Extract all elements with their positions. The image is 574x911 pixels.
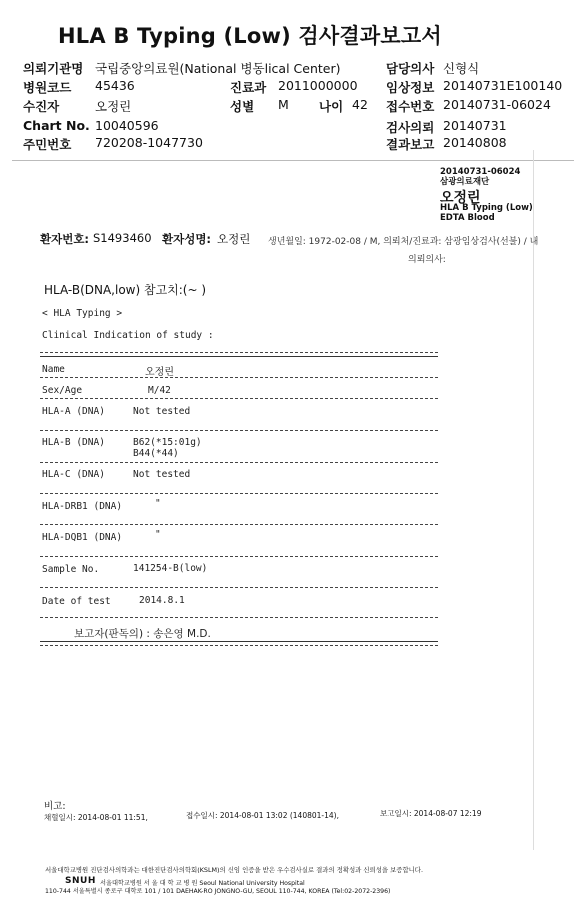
patient-no-value: S1493460 — [93, 231, 152, 245]
patient-details: 생년월일: 1972-02-08 / M, 의뢰처/진료과: 삼광임상검사(선불) / 내 — [268, 237, 539, 247]
patient-value: 오정린 — [95, 99, 132, 114]
row-value: B62(*15:01g) — [133, 437, 202, 448]
sticker-name: 오정린 — [440, 190, 481, 206]
row-value: 141254-B(low) — [133, 563, 208, 574]
hospital-name: 서울대학교병원 서 울 대 학 교 병 원 Seoul National University Hospital — [100, 880, 305, 887]
clinical-value: 20140731E100140 — [443, 78, 563, 93]
report-value: 20140808 — [443, 135, 507, 150]
sticker-test: HLA B Typing (Low) — [440, 203, 533, 213]
row-value: 2014.8.1 — [139, 595, 185, 606]
row-label: HLA-DRB1 (DNA) — [42, 501, 123, 512]
rrn-value: 720208-1047730 — [95, 135, 203, 150]
row-value: 오정린 — [145, 367, 174, 378]
row-value: " — [155, 498, 161, 509]
divider — [40, 617, 438, 618]
divider — [40, 398, 438, 399]
note-label: 비고: — [44, 801, 66, 812]
row-value-secondary: B44(*44) — [133, 448, 179, 459]
patient-name-label: 환자성명: — [162, 232, 212, 246]
divider — [40, 587, 438, 588]
row-label: HLA-B (DNA) — [42, 437, 105, 448]
sticker-org: 삼광의료재단 — [440, 177, 490, 187]
collect-time: 채혈일시: 2014-08-01 11:51, — [44, 813, 148, 822]
clinical-indication: Clinical Indication of study : — [42, 330, 214, 341]
certification-text: 서울대학교병원 진단검사의학과는 대한진단검사의학회(KSLM)의 신임 인증을 받은 우수검사실로 결과의 정확성과 신뢰성을 보증합니다. — [45, 866, 424, 874]
patient-name-value: 오정린 — [217, 232, 251, 246]
requesting-doctor-label: 의뢰의사: — [408, 255, 446, 265]
row-label: HLA-DQB1 (DNA) — [42, 532, 123, 543]
hospital-code-label: 병원코드 — [23, 80, 72, 95]
age-label: 나이 — [319, 99, 344, 114]
divider — [40, 430, 438, 431]
sex-label: 성별 — [230, 99, 255, 114]
request-label: 검사의뢰 — [386, 120, 435, 135]
chart-label: Chart No. — [23, 118, 90, 133]
divider — [40, 524, 438, 525]
row-label: Sample No. — [42, 564, 100, 575]
report-title: HLA B Typing (Low) 검사결과보고서 — [58, 24, 442, 48]
divider — [40, 377, 438, 378]
report-time: 보고일시: 2014-08-07 12:19 — [380, 809, 482, 818]
institution-value: 국립중앙의료원(National 병동lical Center) — [95, 61, 341, 76]
divider — [40, 645, 438, 646]
divider — [40, 493, 438, 494]
divider — [40, 462, 438, 463]
report-label: 결과보고 — [386, 137, 435, 152]
row-value: M/42 — [148, 385, 171, 396]
scan-edge-line — [533, 150, 534, 850]
divider — [40, 356, 438, 357]
sticker-specimen: EDTA Blood — [440, 213, 495, 223]
reporter: 보고자(판독의) : 송은영 M.D. — [74, 628, 211, 640]
receive-time: 접수일시: 2014-08-01 13:02 (140801-14), — [186, 811, 339, 820]
row-label: HLA-A (DNA) — [42, 406, 105, 417]
header-divider — [12, 160, 574, 161]
receipt-value: 20140731-06024 — [443, 97, 551, 112]
row-label: Sex/Age — [42, 385, 83, 396]
sex-value: M — [278, 97, 289, 112]
row-value: " — [155, 529, 161, 540]
divider — [40, 352, 438, 353]
doctor-value: 신형식 — [443, 61, 480, 76]
institution-label: 의뢰기관명 — [23, 61, 84, 76]
row-value: Not tested — [133, 469, 191, 480]
divider — [40, 641, 438, 642]
test-heading: HLA-B(DNA,low) 참고치:(~ ) — [44, 283, 207, 297]
patient-no-label: 환자번호: — [40, 232, 90, 246]
request-value: 20140731 — [443, 118, 507, 133]
row-label: Name — [42, 364, 65, 375]
row-value: Not tested — [133, 406, 191, 417]
row-label: Date of test — [42, 596, 111, 607]
receipt-label: 접수번호 — [386, 99, 435, 114]
hospital-address: 110-744 서울특별시 종로구 대학로 101 / 101 DAEHAK-RO JONGNO-GU, SEOUL 110-744, KOREA (Tel:02-2072-2396) — [45, 888, 391, 895]
hospital-code-value: 45436 — [95, 78, 135, 93]
dept-value: 2011000000 — [278, 78, 358, 93]
rrn-label: 주민번호 — [23, 137, 72, 152]
dept-label: 진료과 — [230, 80, 267, 95]
patient-label: 수진자 — [23, 99, 60, 114]
chart-value: 10040596 — [95, 118, 159, 133]
doctor-label: 담당의사 — [386, 61, 435, 76]
sticker-number: 20140731-06024 — [440, 167, 521, 177]
clinical-label: 임상정보 — [386, 80, 435, 95]
section-title: < HLA Typing > — [42, 308, 123, 319]
age-value: 42 — [352, 97, 368, 112]
divider — [40, 556, 438, 557]
row-label: HLA-C (DNA) — [42, 469, 105, 480]
hospital-logo: SNUH — [65, 876, 96, 886]
